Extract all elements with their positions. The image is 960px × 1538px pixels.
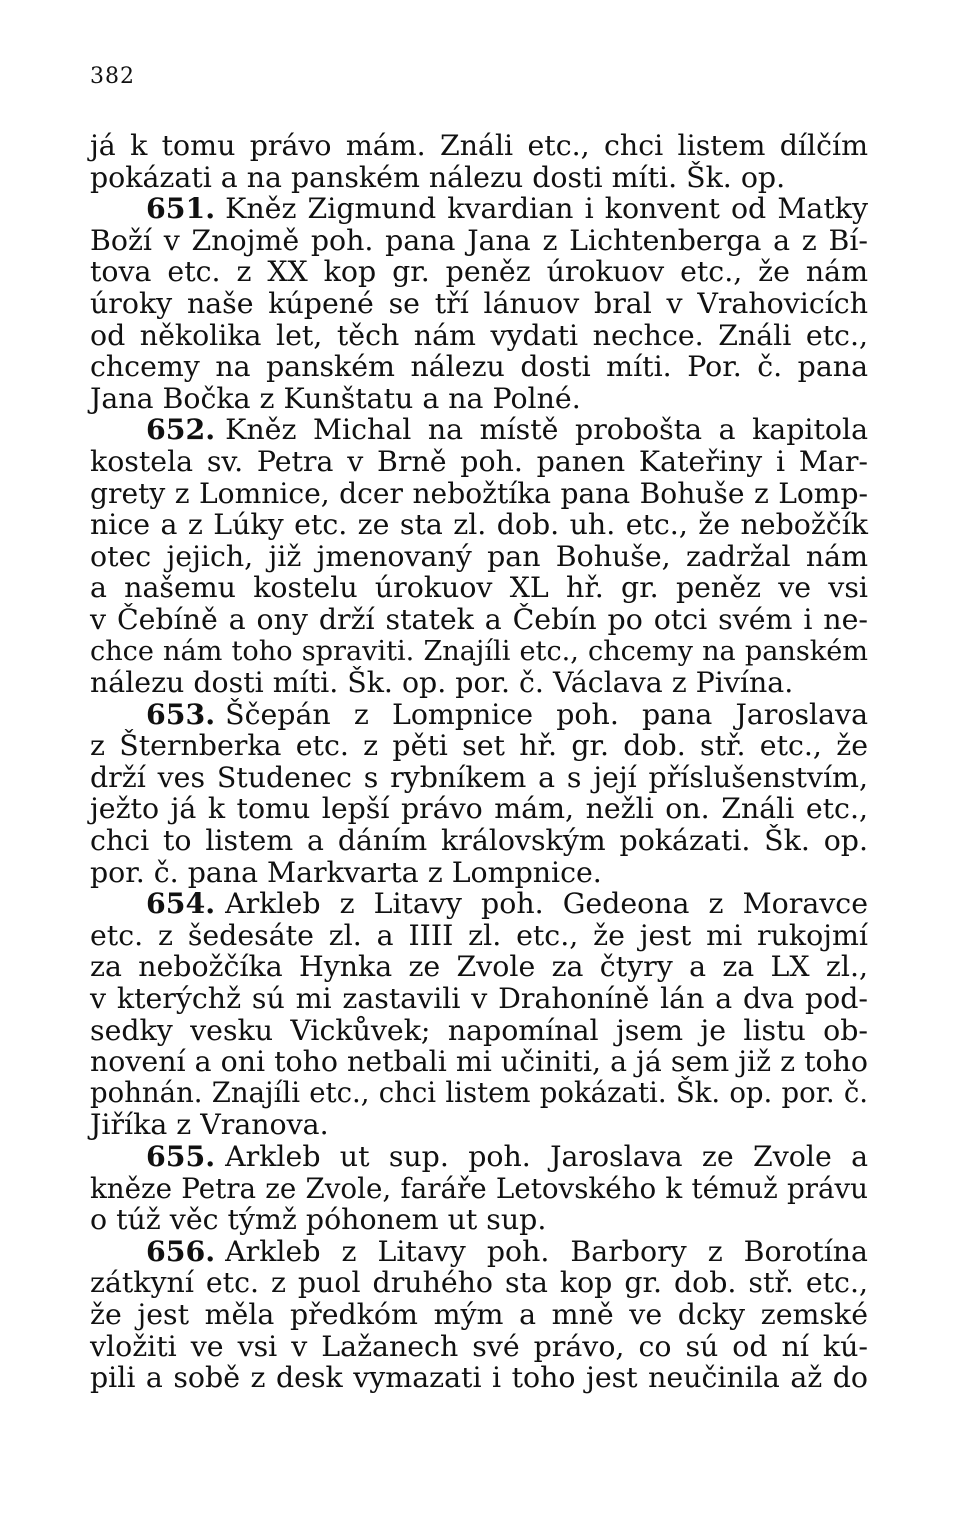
line-text: etc. z šedesáte zl. a IIII zl. etc., že jest mi rukojmí: [90, 918, 868, 952]
line-text: pili a sobě z desk vymazati i toho jest neučinila až do: [90, 1361, 868, 1395]
text-line: [90, 1173, 868, 1205]
line-text: nice a z Lúky etc. ze sta zl. dob. uh. etc., že nebožčík: [90, 508, 868, 542]
entry-number: 654.: [146, 886, 216, 921]
line-text: drží ves Studenec s rybníkem a s její příslušenstvím,: [90, 760, 868, 794]
line-text: o túž věc týmž póhonem ut sup.: [90, 1203, 547, 1237]
text-line: [90, 983, 868, 1015]
text-line: [90, 478, 868, 510]
text-line: [90, 225, 868, 257]
text-line: [90, 857, 868, 889]
line-text: Kněz Michal na místě probošta a kapitola: [225, 413, 868, 447]
line-text: zátkyní etc. z puol druhého sta kop gr. dob. stř. etc.,: [90, 1266, 868, 1300]
text-line: [90, 383, 868, 415]
text-line: [90, 667, 868, 699]
text-line: [90, 162, 868, 194]
line-text: pokázati a na panském nálezu dosti míti. Šk. op.: [90, 160, 786, 194]
line-text: já k tomu právo mám. Ználi etc., chci listem dílčím: [90, 129, 868, 162]
text-line: [90, 541, 868, 573]
page-number: 382: [90, 64, 135, 89]
entry-first-line: [90, 696, 868, 731]
text-line: [90, 636, 868, 668]
entry-number: 655.: [146, 1139, 216, 1173]
text-line: [90, 1015, 868, 1047]
line-text: Boží v Znojmě poh. pana Jana z Lichtenberga a z Bí-: [90, 223, 868, 257]
line-text: Kněz Zigmund kvardian i konvent od Matky: [225, 192, 868, 226]
text-line: [90, 320, 868, 352]
line-text: že jest měla předkóm mým a mně ve dcky zemské: [90, 1297, 868, 1331]
entry-number: 656.: [146, 1233, 216, 1268]
line-text: v kterýchž sú mi zastavili v Drahoníně lán a dva pod-: [90, 982, 868, 1016]
text-line: [90, 1267, 868, 1299]
line-text: Jana Bočka z Kunštatu a na Polné.: [90, 381, 581, 415]
line-text: vložiti ve vsi v Lažanech své právo, co sú od ní kú-: [90, 1329, 868, 1363]
line-text: chci to listem a dáním královským pokázati. Šk. op.: [90, 824, 868, 858]
line-text: Arkleb ut sup. poh. Jaroslava ze Zvole a: [225, 1140, 868, 1173]
line-text: za nebožčíka Hynka ze Zvole za čtyry a za LX zl.,: [90, 950, 868, 984]
text-line: [90, 920, 868, 952]
line-text: por. č. pana Markvarta z Lompnice.: [90, 855, 602, 889]
text-line: [90, 1078, 868, 1110]
text-line: [90, 1109, 868, 1141]
line-text: Jiříka z Vranova.: [90, 1108, 329, 1142]
body-text: [90, 130, 868, 1394]
entry-first-line: [90, 193, 868, 225]
text-line: [90, 1362, 868, 1394]
text-line: [90, 130, 868, 162]
entry-first-line: [90, 1141, 868, 1173]
line-text: Arkleb z Litavy poh. Gedeona z Moravce: [225, 887, 868, 921]
text-line: [90, 604, 868, 636]
text-line: [90, 762, 868, 794]
entry-number: 653.: [146, 696, 216, 731]
line-text: nálezu dosti míti. Šk. op. por. č. Václava z Pivína.: [90, 666, 794, 700]
line-text: v Čebíně a ony drží statek a Čebín po otci svém i ne-: [90, 602, 868, 636]
text-line: [90, 1331, 868, 1363]
line-text: pohnán. Znajíli etc., chci listem pokázati. Šk. op. por. č.: [90, 1076, 868, 1109]
text-line: [90, 572, 868, 604]
entry-number: 651.: [146, 191, 216, 226]
line-text: z Šternberka etc. z pěti set hř. gr. dob. stř. etc., že: [90, 729, 868, 763]
text-line: [90, 730, 868, 762]
line-text: úroky naše kúpené se tří lánuov bral v Vrahovicích: [90, 286, 868, 320]
entry-first-line: [90, 1233, 868, 1268]
entry-first-line: [90, 414, 868, 446]
line-text: chce nám toho spraviti. Znajíli etc., chcemy na panském: [90, 635, 868, 667]
document-page: [90, 62, 868, 1394]
text-line: [90, 256, 868, 288]
line-text: Arkleb z Litavy poh. Barbory z Borotína: [225, 1234, 868, 1268]
entry-number: 652.: [146, 412, 216, 447]
line-text: Ščepán z Lompnice poh. pana Jaroslava: [225, 697, 868, 731]
text-line: [90, 1299, 868, 1331]
line-text: chcemy na panském nálezu dosti míti. Por. č. pana: [90, 350, 868, 384]
text-line: [90, 1046, 868, 1078]
line-text: kostela sv. Petra v Brně poh. panen Kateřiny i Mar-: [90, 444, 868, 478]
line-text: novení a oni toho netbali mi učiniti, a já sem již z toho: [90, 1045, 868, 1079]
line-text: ježto já k tomu lepší právo mám, nežli on. Ználi etc.,: [90, 792, 868, 826]
text-line: [90, 825, 868, 857]
text-line: [90, 446, 868, 478]
text-line: [90, 951, 868, 983]
text-line: [90, 351, 868, 383]
text-line: [90, 288, 868, 320]
line-text: a našemu kostelu úrokuov XL hř. gr. peněz ve vsi: [90, 571, 868, 605]
line-text: otec jejich, již jmenovaný pan Bohuše, zadržal nám: [90, 539, 868, 573]
text-line: [90, 509, 868, 541]
line-text: kněze Petra ze Zvole, faráře Letovského k témuž právu: [90, 1171, 868, 1205]
line-text: od několika let, těch nám vydati nechce. Ználi etc.,: [90, 318, 868, 352]
line-text: tova etc. z XX kop gr. peněz úrokuov etc., že nám: [90, 255, 868, 289]
line-text: sedky vesku Vickůvek; napomínal jsem je listu ob-: [90, 1013, 868, 1047]
text-line: [90, 793, 868, 825]
line-text: grety z Lomnice, dcer nebožtíka pana Bohuše z Lomp-: [90, 476, 868, 510]
entry-first-line: [90, 888, 868, 920]
text-line: [90, 1204, 868, 1236]
